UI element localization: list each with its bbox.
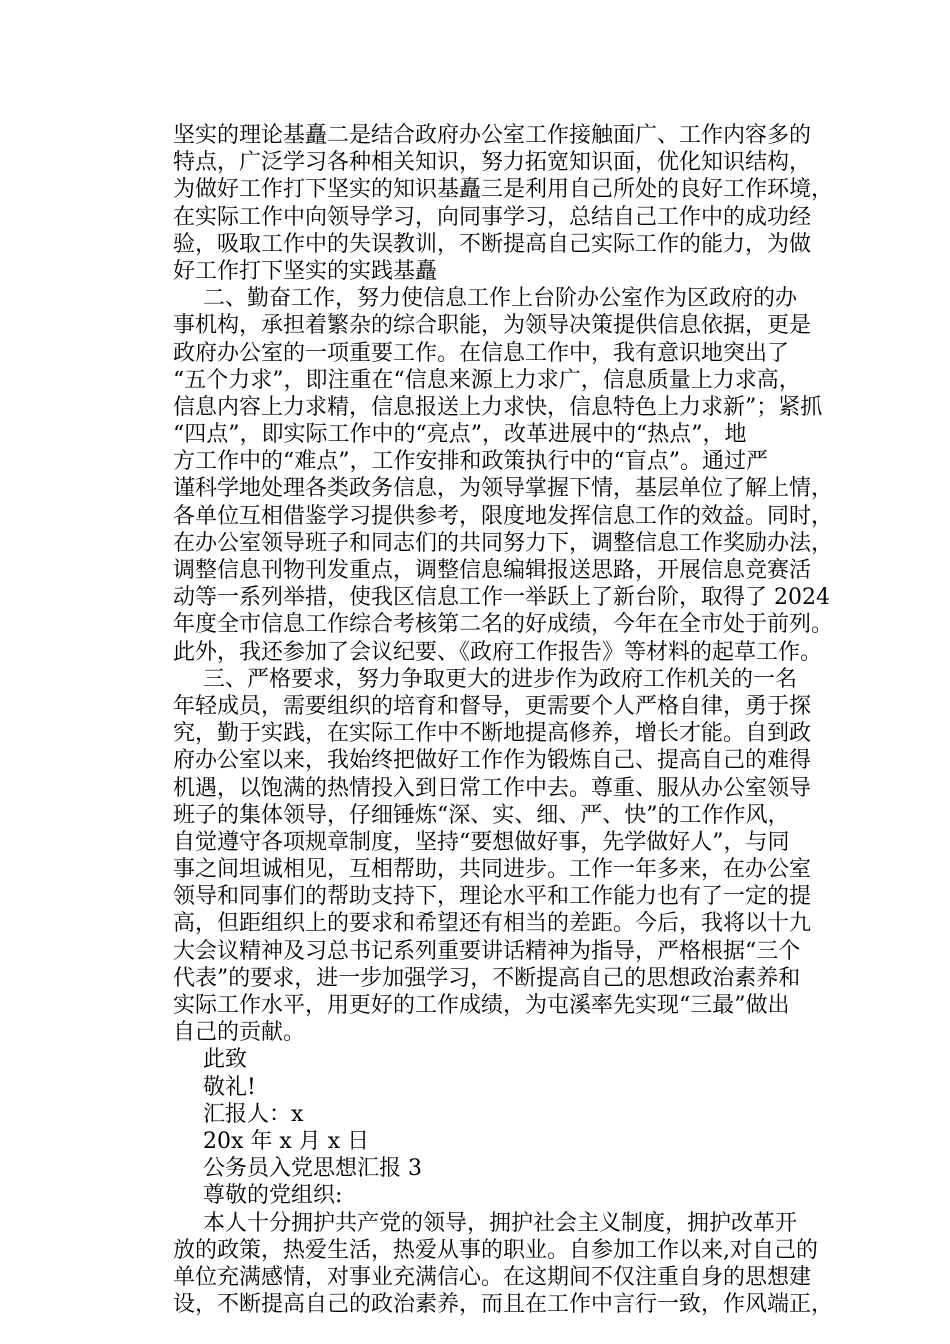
text-line: 为做好工作打下坚实的知识基矗三是利用自己所处的良好工作环境， bbox=[173, 177, 834, 203]
text-line: 公务员入党思想汇报 3 bbox=[203, 1156, 422, 1182]
text-line: “四点”，即实际工作中的“亮点”，改革进展中的“热点”，地 bbox=[173, 422, 747, 448]
text-line: 此外，我还参加了会议纪要、《政府工作报告》等材料的起草工作。 bbox=[173, 639, 823, 665]
text-line: 年轻成员，需要组织的培育和督导，更需要个人严格自律，勇于探 bbox=[173, 693, 812, 719]
text-line: 放的政策，热爱生活，热爱从事的职业。自参加工作以来,对自己的 bbox=[173, 1237, 818, 1263]
text-line: 信息内容上力求精，信息报送上力求快，信息特色上力求新”；紧抓 bbox=[173, 394, 823, 420]
text-line: 领导和同事们的帮助支持下，理论水平和工作能力也有了一定的提 bbox=[173, 884, 812, 910]
text-line: 特点，广泛学习各种相关知识，努力拓宽知识面，优化知识结构， bbox=[173, 150, 812, 176]
text-line: 谨科学地处理各类政务信息，为领导掌握下情，基层单位了解上情， bbox=[173, 476, 834, 502]
text-line: 动等一系列举措，使我区信息工作一举跃上了新台阶，取得了 2024 bbox=[173, 585, 830, 611]
text-line: 实际工作水平，用更好的工作成绩，为屯溪率先实现“三最”做出 bbox=[173, 993, 790, 1018]
text-line: 机遇，以饱满的热情投入到日常工作中去。尊重、服从办公室领导 bbox=[173, 775, 812, 801]
text-line: 方工作中的“难点”，工作安排和政策执行中的“盲点”。通过严 bbox=[173, 449, 768, 475]
text-line: 三、严格要求，努力争取更大的进步作为政府工作机关的一名 bbox=[203, 666, 798, 692]
text-line: 班子的集体领导，仔细锤炼“深、实、细、严、快”的工作作风， bbox=[173, 802, 790, 828]
text-line: 坚实的理论基矗二是结合政府办公室工作接触面广、工作内容多的 bbox=[173, 123, 812, 148]
text-line: 事机构，承担着繁杂的综合职能，为领导决策提供信息依据，更是 bbox=[173, 313, 812, 339]
text-line: 代表”的要求，进一步加强学习，不断提高自己的思想政治素养和 bbox=[173, 965, 801, 991]
text-line: 政府办公室的一项重要工作。在信息工作中，我有意识地突出了 bbox=[173, 340, 790, 366]
text-line: 调整信息刊物刊发重点，调整信息编辑报送思路，开展信息竞赛活 bbox=[173, 558, 812, 583]
text-line: 高，但距组织上的要求和希望还有相当的差距。今后，我将以十九 bbox=[173, 911, 812, 937]
text-line: 单位充满感情，对事业充满信心。在这期间不仅注重自身的思想建 bbox=[173, 1264, 812, 1290]
text-line: 二、勤奋工作，努力使信息工作上台阶办公室作为区政府的办 bbox=[203, 286, 798, 312]
text-line: 本人十分拥护共产党的领导，拥护社会主义制度，拥护改革开 bbox=[203, 1210, 798, 1236]
text-line: 设，不断提高自己的政治素养，而且在工作中言行一致，作风端正， bbox=[173, 1292, 834, 1318]
text-line: 尊敬的党组织: bbox=[203, 1183, 343, 1209]
text-line: 好工作打下坚实的实践基矗 bbox=[173, 258, 438, 284]
text-line: “五个力求”，即注重在“信息来源上力求广，信息质量上力求高， bbox=[173, 367, 801, 393]
text-line: 敬礼! bbox=[203, 1074, 256, 1100]
text-line: 汇报人：x bbox=[203, 1101, 304, 1127]
text-line: 20x 年 x 月 x 日 bbox=[203, 1128, 370, 1154]
text-line: 此致 bbox=[203, 1047, 248, 1073]
text-line: 究，勤于实践，在实际工作中不断地提高修养，增长才能。自到政 bbox=[173, 721, 812, 747]
text-line: 在实际工作中向领导学习，向同事学习，总结自己工作中的成功经 bbox=[173, 204, 812, 230]
text-line: 各单位互相借鉴学习提供参考，限度地发挥信息工作的效益。同时， bbox=[173, 503, 834, 529]
text-line: 府办公室以来，我始终把做好工作作为锻炼自己、提高自己的难得 bbox=[173, 748, 812, 774]
text-line: 自觉遵守各项规章制度，坚持“要想做好事，先学做好人”，与同 bbox=[173, 829, 790, 855]
text-line: 事之间坦诚相见，互相帮助，共同进步。工作一年多来，在办公室 bbox=[173, 857, 812, 883]
text-line: 自己的贡献。 bbox=[173, 1020, 306, 1046]
text-line: 验，吸取工作中的失误教训，不断提高自己实际工作的能力，为做 bbox=[173, 231, 812, 257]
text-line: 年度全市信息工作综合考核第二名的好成绩，今年在全市处于前列。 bbox=[173, 612, 834, 638]
document-body bbox=[173, 122, 833, 1318]
text-line: 在办公室领导班子和同志们的共同努力下，调整信息工作奖励办法， bbox=[173, 530, 834, 556]
text-line: 大会议精神及习总书记系列重要讲话精神为指导，严格根据“三个 bbox=[173, 938, 801, 964]
